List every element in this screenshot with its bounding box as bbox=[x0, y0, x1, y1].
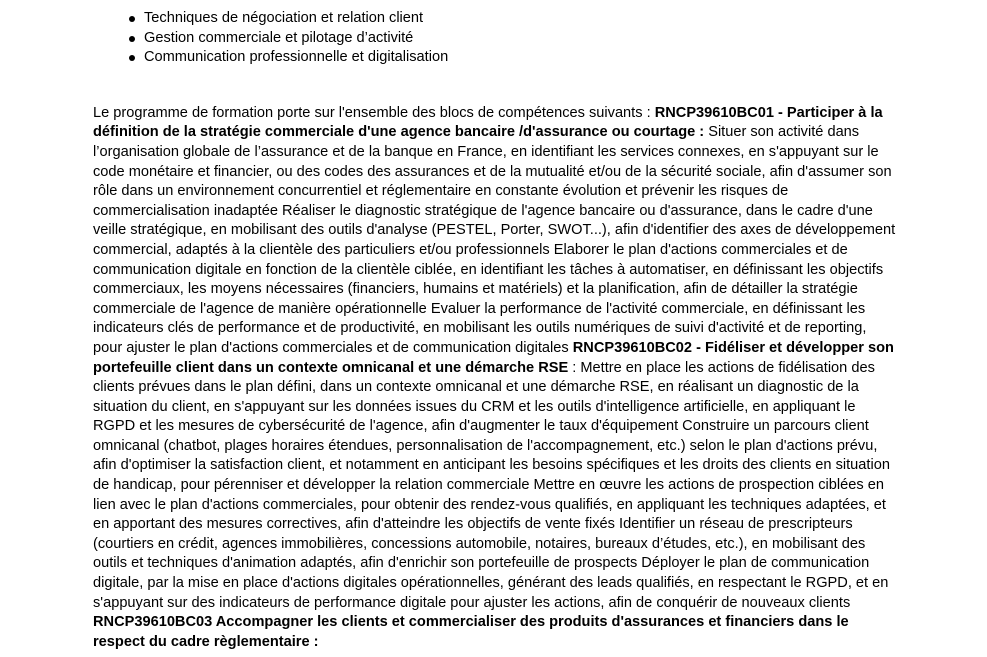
program-paragraph bbox=[93, 104, 897, 653]
bullet-dot-icon bbox=[129, 36, 135, 42]
bullet-text: Gestion commerciale et pilotage d’activité bbox=[144, 29, 414, 46]
block-title-bc02: RNCP39610BC02 - Fidéliser et développer son portefeuille client dans un contexte omnicanal et une démarche RSE bbox=[93, 339, 894, 376]
document-page bbox=[93, 9, 897, 652]
bullet-item bbox=[144, 9, 897, 29]
bullet-text: Communication professionnelle et digitalisation bbox=[144, 49, 449, 66]
bullet-dot-icon bbox=[129, 16, 135, 22]
block-title-bc01: RNCP39610BC01 - Participer à la définition de la stratégie commerciale d'une agence bancaire /d'assurance ou courtage : bbox=[93, 104, 883, 141]
block-text-bc01: Situer son activité dans l’organisation globale de l’assurance et de la banque en France, en identifiant les services connexes, en s'appuyant sur le code monétaire et financier, ou des codes des assurances et de la mutualité et/ou de la sécurité sociale, afin d'assumer son rôle dans un environnement concurrentiel et réglementaire en constante évolution et prévenir les risques de commercialisation inadaptée Réaliser le diagnostic stratégique de l'agence bancaire ou d'assurance, dans le cadre d'une veille stratégique, en mobilisant des outils d'analyse (PESTEL, Porter, SWOT...), afin d'identifier des axes de développement commercial, adaptés à la clientèle des particuliers et/ou professionnels Elaborer le plan d'actions commerciales et de communication digitale en fonction de la clientèle ciblée, en identifiant les tâches à automatiser, en définissant les objectifs commerciaux, les moyens nécessaires (financiers, humains et matériels) et la planification, afin de détailler la stratégie commerciale de l'agence de manière opérationnelle Evaluer la performance de l'activité commerciale, en définissant les indicateurs clés de performance et de productivité, en mobilisant les outils numériques de suivi d'activité et de reporting, pour ajuster le plan d'actions commerciales et de communication digitales bbox=[93, 124, 896, 356]
bullet-dot-icon bbox=[129, 55, 135, 61]
bullet-item bbox=[144, 29, 897, 49]
skills-bullet-list bbox=[93, 9, 897, 68]
program-intro: Le programme de formation porte sur l'ensemble des blocs de compétences suivants : bbox=[93, 104, 655, 121]
bullet-text: Techniques de négociation et relation client bbox=[144, 10, 424, 26]
block-title-bc03: RNCP39610BC03 Accompagner les clients et commercialiser des produits d'assurances et financiers dans le respect du cadre règlementaire : bbox=[93, 614, 849, 650]
bullet-item bbox=[144, 48, 897, 68]
block-text-bc02: : Mettre en place les actions de fidélisation des clients prévues dans le plan défini, dans un contexte omnicanal et une démarche RSE, en réalisant un diagnostic de la situation du client, en s'appuyant sur les données issues du CRM et les outils d'intelligence artificielle, en appliquant le RGPD et les mesures de cybersécurité de l'agence, afin d'augmenter le taux d'équipement Construire un parcours client omnicanal (chatbot, plages horaires étendues, personnalisation de l'accompagnement, etc.) selon le plan d'actions prévu, afin d'optimiser la satisfaction client, et notamment en anticipant les besoins spécifiques et les droits des clients en situation de handicap, pour pérenniser et développer la relation commerciale Mettre en œuvre les actions de prospection ciblées en lien avec le plan d'actions commerciales, pour obtenir des rendez-vous qualifiés, en appliquant les techniques adaptées, et en apportant des mesures correctives, afin d'atteindre les objectifs de vente fixés Identifier un réseau de prescripteurs (courtiers en crédit, agences immobilières, concessions automobile, notaires, bureaux d’études, etc.), en mobilisant des outils et techniques d'animation adaptés, afin d'enrichir son portefeuille de prospects Déployer le plan de communication digitale, par la mise en place d'actions digitales opérationnelles, générant des leads qualifiés, en respectant le RGPD, et en s'appuyant sur des indicateurs de performance digitale pour ajuster les actions, afin de conquérir de nouveaux clients bbox=[93, 359, 890, 611]
